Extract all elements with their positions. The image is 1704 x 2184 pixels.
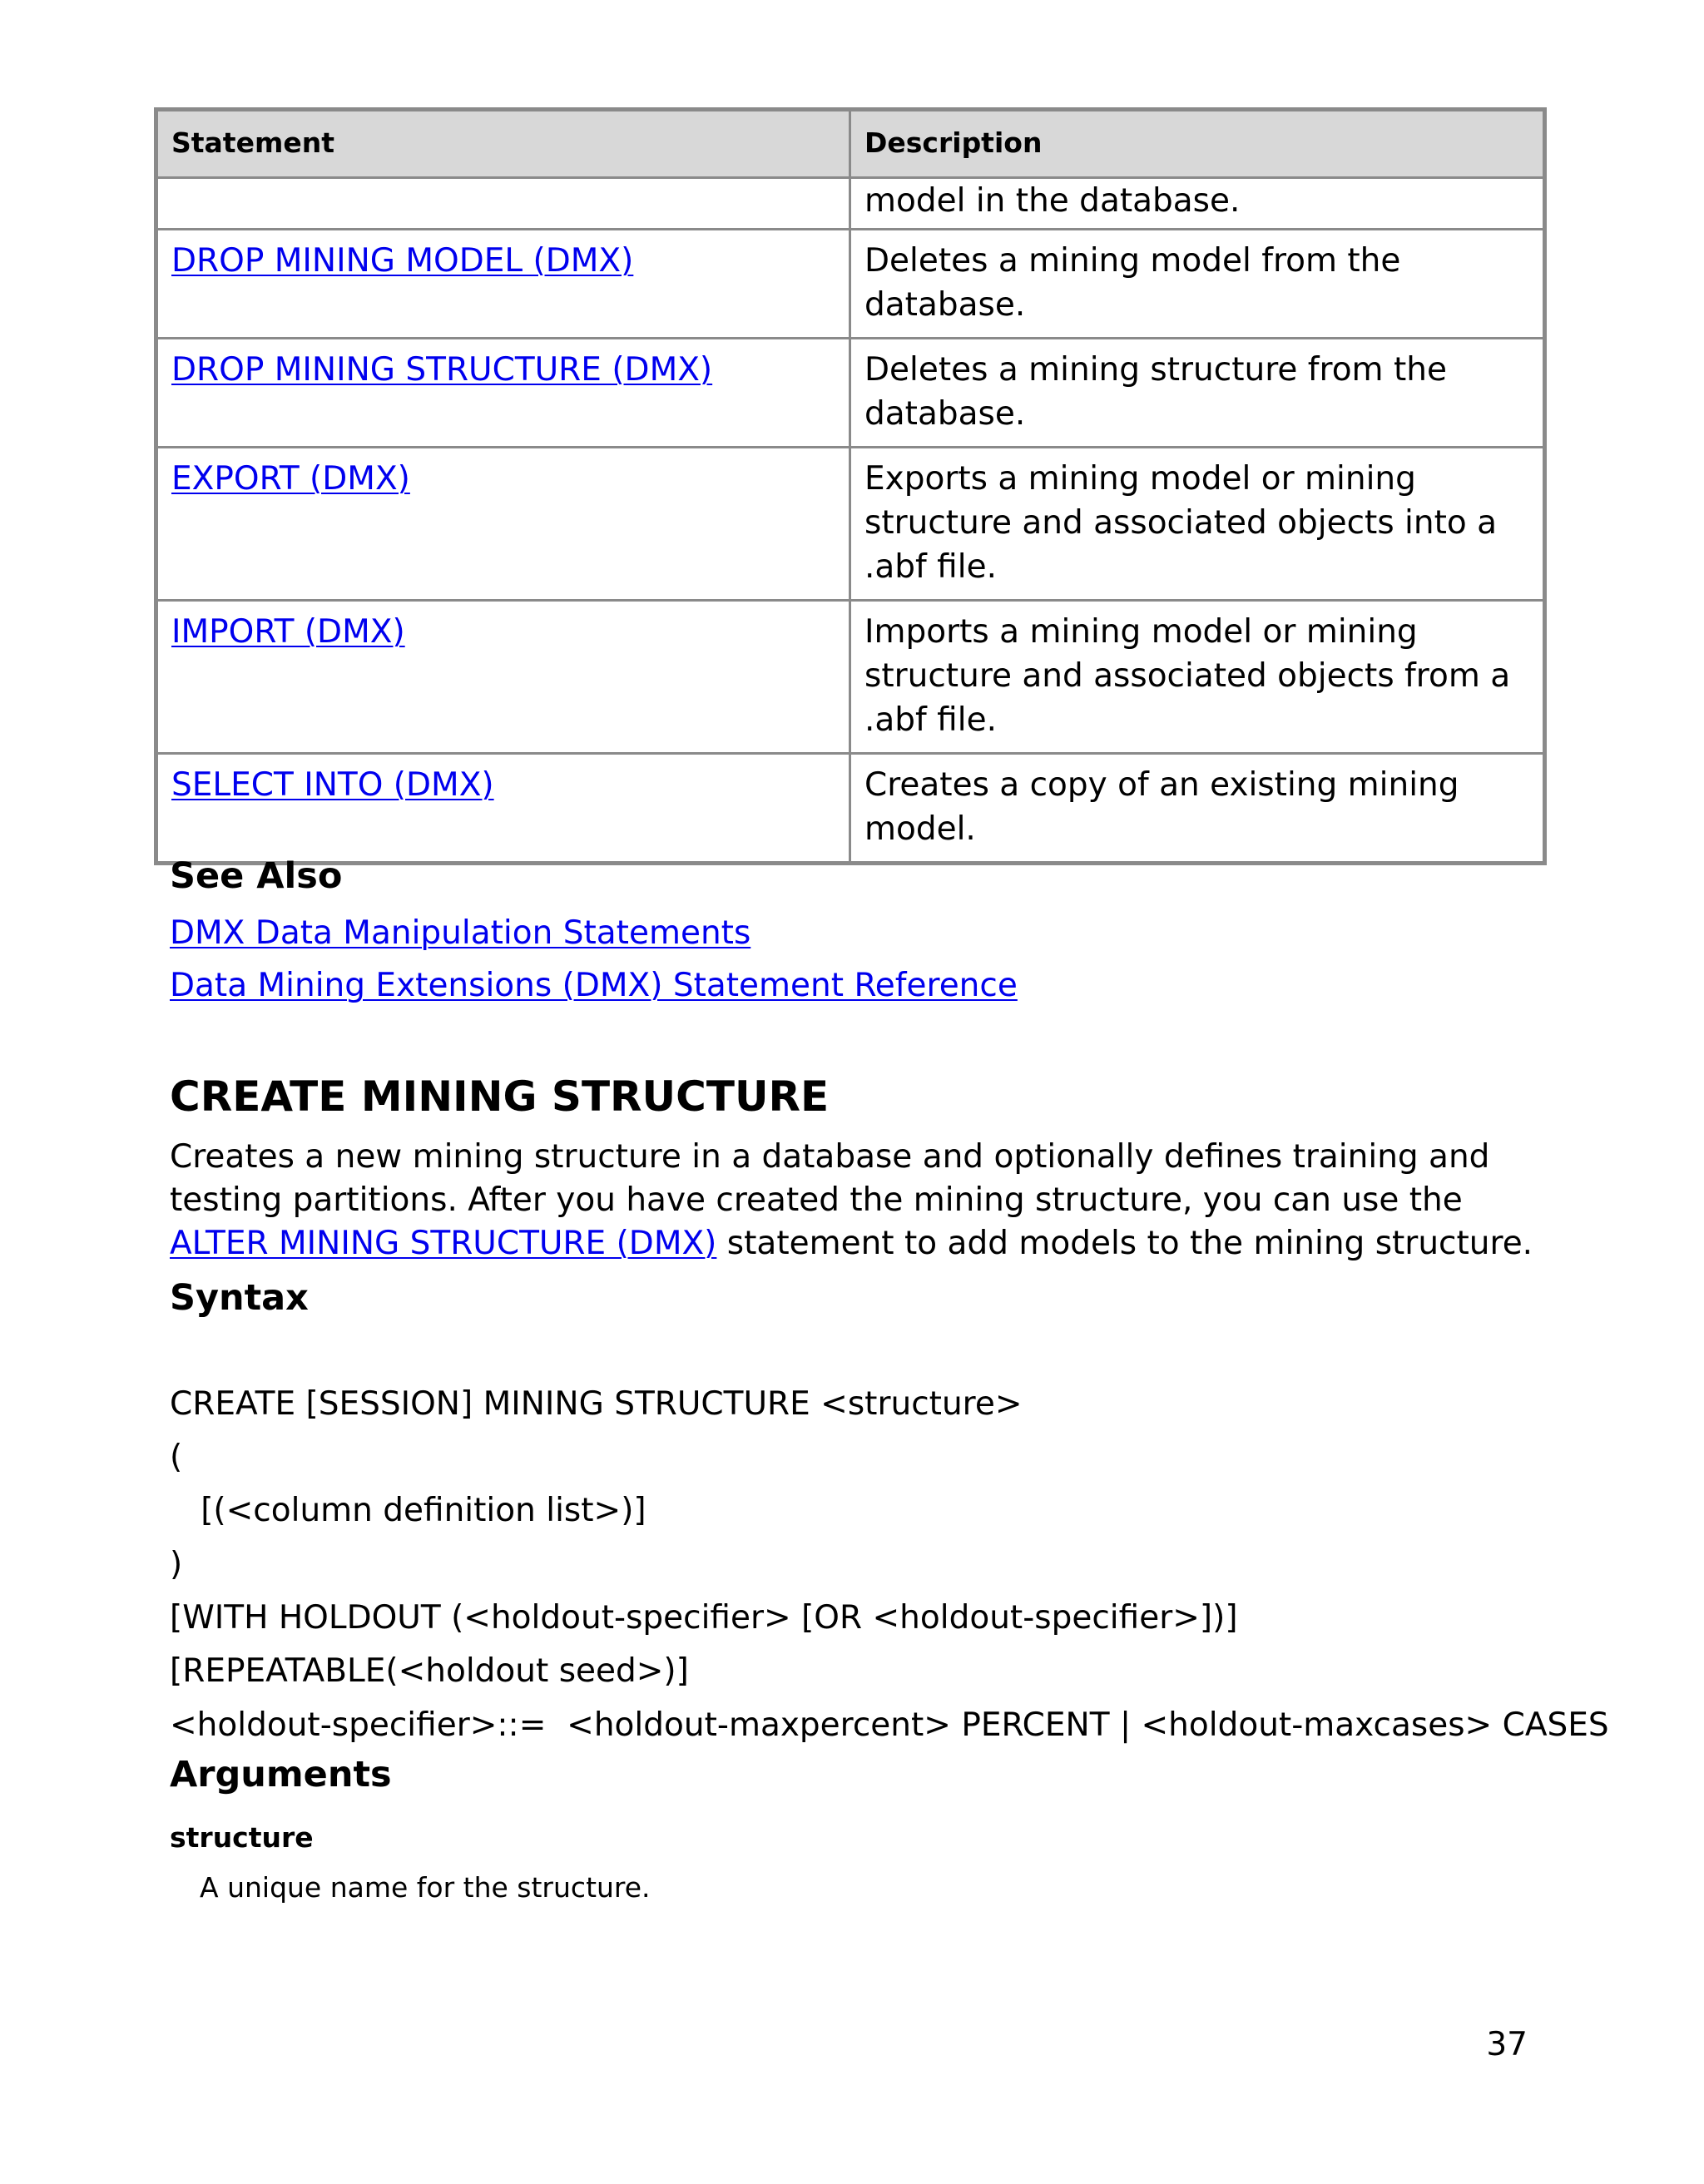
export-link[interactable]: EXPORT (DMX) — [171, 460, 410, 498]
intro-text-part2: statement to add models to the mining structure. — [716, 1225, 1533, 1262]
description-cell: Deletes a mining model from the database. — [850, 230, 1545, 339]
statement-table — [154, 107, 1547, 865]
argument-description: A unique name for the structure. — [200, 1871, 651, 1904]
syntax-heading: Syntax — [170, 1277, 309, 1319]
description-cell: Exports a mining model or mining structure and associated objects into a .abf file. — [850, 448, 1545, 601]
table-row — [156, 230, 1545, 339]
select-into-link[interactable]: SELECT INTO (DMX) — [171, 766, 494, 804]
page-number: 37 — [1486, 2026, 1528, 2063]
drop-mining-structure-link[interactable]: DROP MINING STRUCTURE (DMX) — [171, 351, 713, 389]
description-cell: Imports a mining model or mining structure and associated objects from a .abf file. — [850, 601, 1545, 754]
syntax-line: [WITH HOLDOUT (<holdout-specifier> [OR <holdout-specifier>])] — [170, 1599, 1238, 1637]
column-header-description: Description — [850, 110, 1545, 178]
description-cell: Creates a copy of an existing mining model. — [850, 754, 1545, 864]
table-row — [156, 339, 1545, 448]
description-cell: model in the database. — [850, 178, 1545, 230]
statement-cell — [156, 230, 850, 339]
table-row — [156, 754, 1545, 864]
alter-mining-structure-link[interactable]: ALTER MINING STRUCTURE (DMX) — [170, 1225, 717, 1262]
intro-text-part1: Creates a new mining structure in a database and optionally defines training and testing partitions. After you have created the mining structure, you can use the — [170, 1138, 1490, 1219]
syntax-line: <holdout-specifier>::= <holdout-maxpercent> PERCENT | <holdout-maxcases> CASES — [170, 1706, 1609, 1744]
statement-cell — [156, 448, 850, 601]
page-title: CREATE MINING STRUCTURE — [170, 1072, 830, 1121]
syntax-line: ) — [170, 1546, 183, 1583]
statement-cell — [156, 754, 850, 864]
intro-paragraph — [170, 1136, 1543, 1265]
dmx-data-manipulation-link[interactable]: DMX Data Manipulation Statements — [170, 914, 751, 952]
table-row — [156, 178, 1545, 230]
drop-mining-model-link[interactable]: DROP MINING MODEL (DMX) — [171, 242, 634, 280]
statement-cell — [156, 178, 850, 230]
table-header-row — [156, 110, 1545, 178]
table-row — [156, 448, 1545, 601]
arguments-heading: Arguments — [170, 1754, 392, 1795]
description-cell: Deletes a mining structure from the database. — [850, 339, 1545, 448]
import-link[interactable]: IMPORT (DMX) — [171, 613, 405, 651]
argument-name: structure — [170, 1821, 314, 1854]
syntax-line: [(<column definition list>)] — [170, 1492, 646, 1529]
dmx-statement-reference-link[interactable]: Data Mining Extensions (DMX) Statement Reference — [170, 967, 1018, 1004]
column-header-statement: Statement — [156, 110, 850, 178]
see-also-heading: See Also — [170, 855, 343, 897]
syntax-line: [REPEATABLE(<holdout seed>)] — [170, 1652, 689, 1690]
table-row — [156, 601, 1545, 754]
statement-cell — [156, 339, 850, 448]
syntax-line: ( — [170, 1439, 183, 1476]
statement-cell — [156, 601, 850, 754]
syntax-line: CREATE [SESSION] MINING STRUCTURE <structure> — [170, 1385, 1023, 1423]
